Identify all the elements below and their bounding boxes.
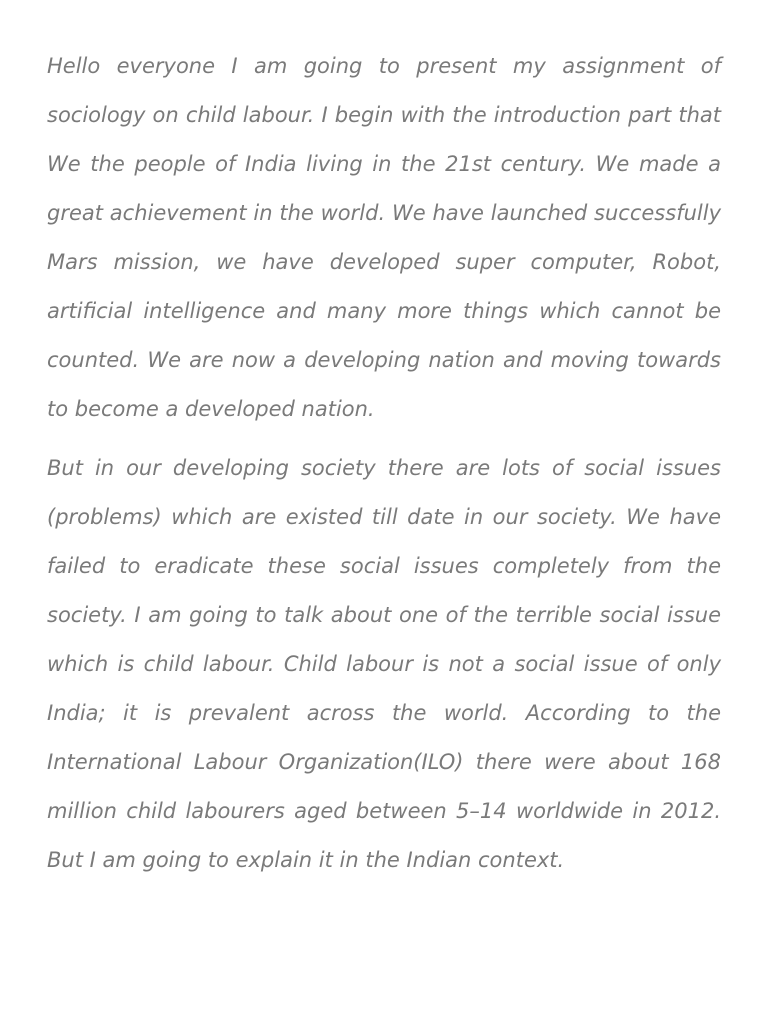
paragraph-child-labour: But in our developing society there are lots of social issues (problems) which are existed till date in our society. We have failed to eradicate these social issues completely from the society. I am going to talk about one of the terrible social issue which is child labour. Child labour is not a social issue of only India; it is prevalent across the world. According to the International Labour Organization(ILO) there were about 168 million child labourers aged between 5–14 worldwide in 2012. But I am going to explain it in the Indian context.	[47, 456, 721, 872]
paragraph-introduction: Hello everyone I am going to present my assignment of sociology on child labour. I begin with the introduction part that We the people of India living in the 21st century. We made a great achievement in the world. We have launched successfully Mars mission, we have developed super computer, Robot, artificial intelligence and many more things which cannot be counted. We are now a developing nation and moving towards to become a developed nation.	[47, 54, 721, 421]
